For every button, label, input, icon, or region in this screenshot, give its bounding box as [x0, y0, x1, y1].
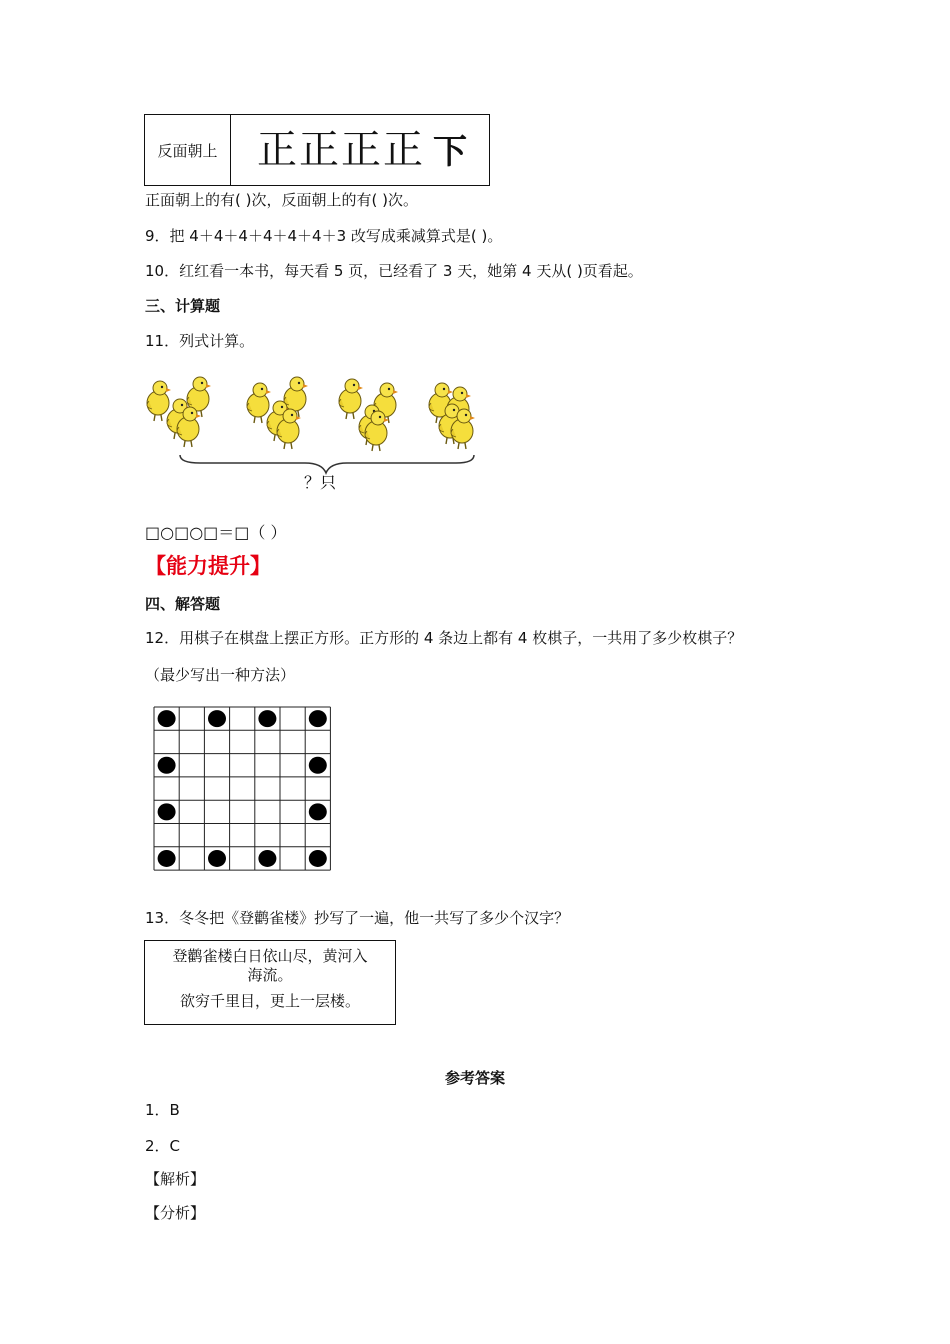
- chick-group-1: [147, 377, 211, 447]
- board-stone: [158, 710, 176, 727]
- section-3-heading: 三、计算题: [145, 297, 221, 315]
- board-grid: [154, 707, 330, 870]
- answer-analysis-label: 【解析】: [145, 1170, 206, 1188]
- question-11: 11．列式计算。: [145, 332, 255, 350]
- chess-board: [150, 705, 335, 875]
- board-stone: [309, 803, 327, 820]
- board-stone: [158, 757, 176, 774]
- tally-full-marks: 正正正正: [257, 127, 425, 173]
- chick-group-4: [429, 383, 475, 449]
- poem-line-2: 海流。: [247, 966, 293, 984]
- board-stone: [309, 757, 327, 774]
- poem-line-1: 登鹳雀楼白日依山尽，黄河入: [172, 947, 368, 965]
- chick-count-label: ？只: [304, 473, 337, 492]
- question-12: 12．用棋子在棋盘上摆正方形。正方形的 4 条边上都有 4 枚棋子，一共用了多少枚棋子？: [145, 629, 743, 647]
- poem-line-3: 欲穷千里目，更上一层楼。: [179, 992, 360, 1010]
- board-stone: [309, 710, 327, 727]
- tally-table: [144, 114, 490, 186]
- board-stones: [158, 710, 327, 867]
- tally-partial-mark: 下: [433, 132, 469, 172]
- question-8-blanks: 正面朝上的有( )次，反面朝上的有( )次。: [145, 191, 418, 209]
- question-13: 13．冬冬把《登鹳雀楼》抄写了一遍，他一共写了多少个汉字？: [145, 909, 570, 927]
- board-stone: [158, 850, 176, 867]
- question-9: 9．把 4＋4＋4＋4＋4＋4＋3 改写成乘减算式是( )。: [145, 227, 503, 245]
- board-stone: [158, 803, 176, 820]
- board-stone: [208, 850, 226, 867]
- answer-1: 1．B: [145, 1101, 180, 1119]
- answers-title: 参考答案: [444, 1069, 505, 1087]
- poem-box: [144, 940, 396, 1025]
- question-10: 10．红红看一本书，每天看 5 页，已经看了 3 天，她第 4 天从( )页看起。: [145, 262, 643, 280]
- answer-fenxi-label: 【分析】: [145, 1204, 206, 1222]
- question-12-note: （最少写出一种方法）: [145, 666, 296, 684]
- section-4-heading: 四、解答题: [145, 595, 221, 613]
- chick-group-3: [339, 379, 398, 451]
- tally-marks: [257, 125, 469, 177]
- board-stone: [208, 710, 226, 727]
- chick-group-2: [247, 377, 308, 449]
- board-stone: [258, 850, 276, 867]
- answer-2: 2．C: [145, 1137, 181, 1155]
- tally-label: 反面朝上: [145, 115, 231, 185]
- formula-blank: □○□○□＝□（ ）: [145, 523, 287, 542]
- board-stone: [258, 710, 276, 727]
- board-stone: [309, 850, 327, 867]
- ability-heading: 【能力提升】: [145, 554, 271, 578]
